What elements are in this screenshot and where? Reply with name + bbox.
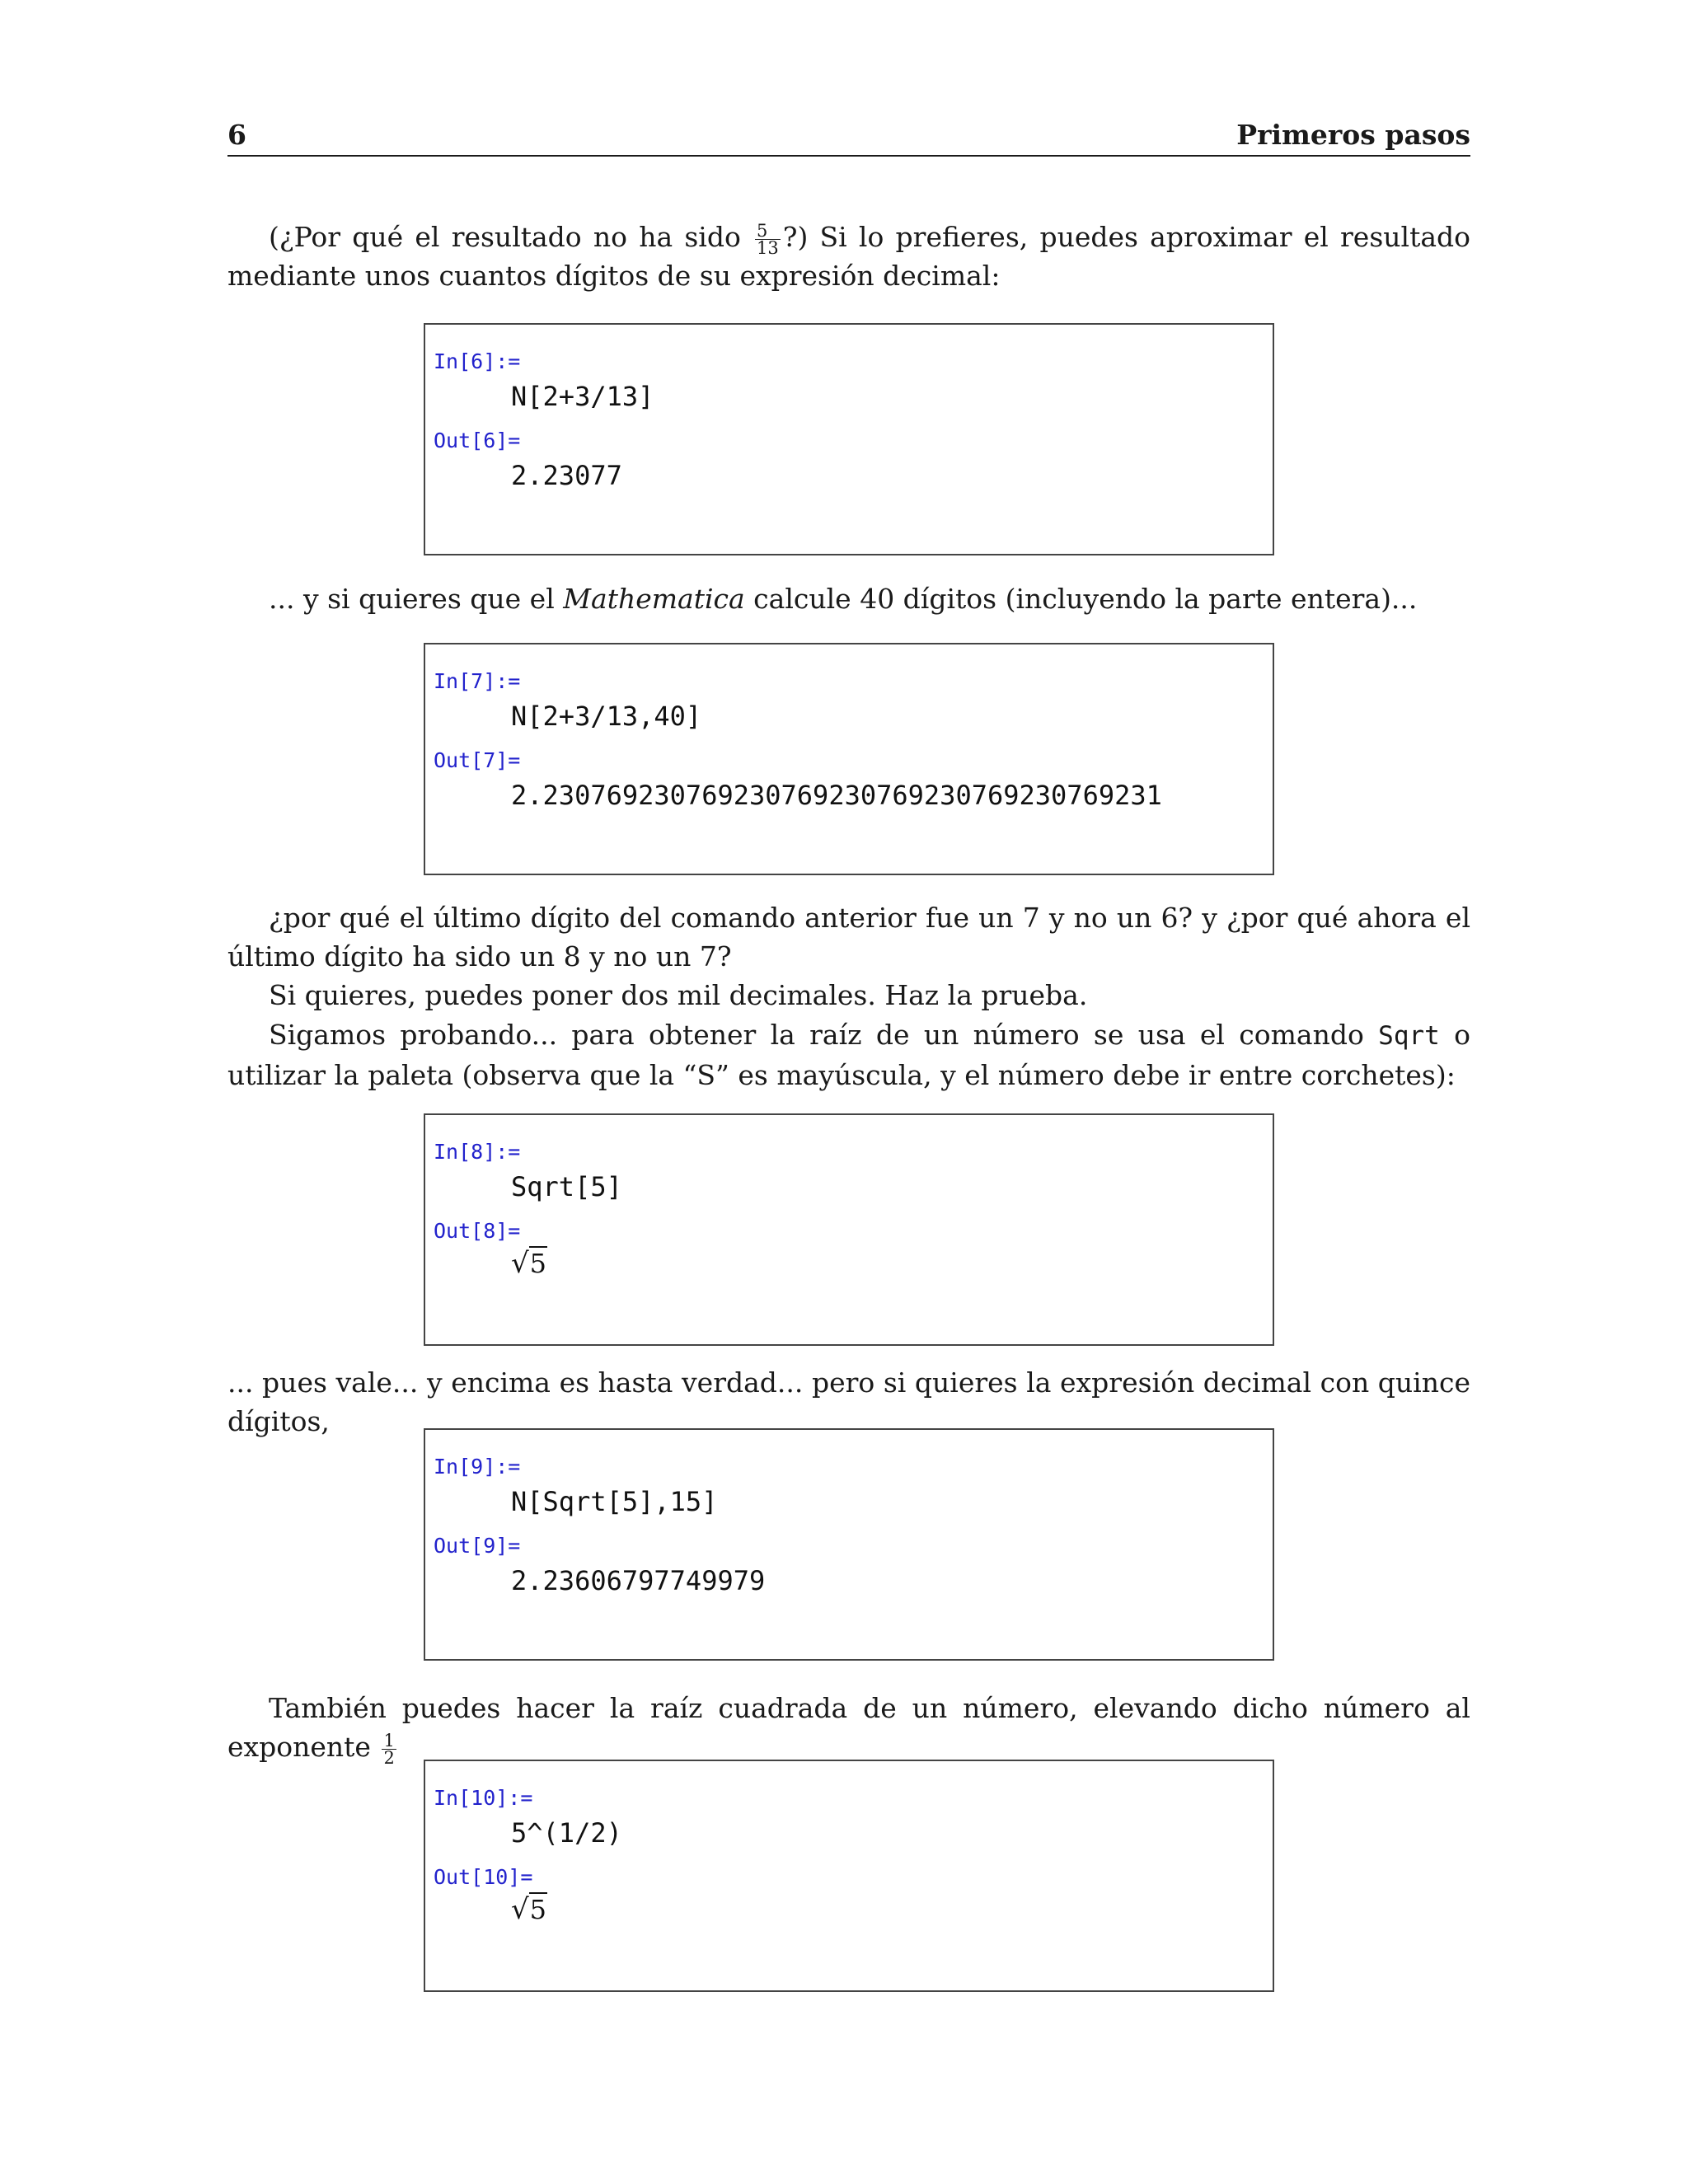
page-number: 6: [227, 119, 246, 151]
output-label: Out[7]=: [434, 748, 521, 772]
sqrt-command-code: Sqrt: [1378, 1021, 1440, 1051]
input-code[interactable]: N[2+3/13]: [511, 381, 654, 412]
page-header: [227, 115, 1470, 157]
output-label: Out[10]=: [434, 1865, 533, 1889]
output-sqrt-expression: √5: [511, 1893, 547, 1926]
input-label: In[7]:=: [434, 669, 521, 693]
output-sqrt-expression: √5: [511, 1247, 547, 1280]
input-code[interactable]: 5^(1/2): [511, 1817, 622, 1849]
paragraph-last-digit-question: ¿por qué el último dígito del comando anterior fue un 7 y no un 6? y ¿por qué ahora el último dígito ha sido un 8 y no un 7?: [227, 902, 1470, 972]
output-value: 2.23606797749979: [511, 1565, 766, 1596]
radical-sign-icon: √: [511, 1247, 529, 1280]
paragraph-exponent-half: También puedes hacer la raíz cuadrada de un número, elevando dicho número al exponente $\frac{1}{2}$: [227, 1692, 1470, 1768]
input-label: In[10]:=: [434, 1786, 533, 1810]
input-label: In[6]:=: [434, 349, 521, 373]
notebook-cell-7[interactable]: [424, 643, 1274, 875]
input-code[interactable]: Sqrt[5]: [511, 1171, 622, 1202]
input-code[interactable]: N[2+3/13,40]: [511, 701, 702, 732]
paragraph-sqrt-command: Sigamos probando... para obtener la raíz de un número se usa el comando Sqrt o utilizar la paleta (observa que la “S” es mayúscula, y el número debe ir entre corchetes):: [227, 1019, 1470, 1091]
input-label: In[9]:=: [434, 1455, 521, 1479]
input-code[interactable]: N[Sqrt[5],15]: [511, 1486, 718, 1517]
paragraph-fifteen-digits: ... pues vale... y encima es hasta verdad... pero si quieres la expresión decimal con quince dígitos,: [227, 1366, 1470, 1437]
fraction-one-half: $\frac{1}{2}$: [383, 1730, 395, 1768]
chapter-title: Primeros pasos: [1236, 119, 1470, 151]
notebook-cell-8[interactable]: [424, 1113, 1274, 1346]
notebook-cell-6[interactable]: [424, 323, 1274, 555]
output-value: 2.23077: [511, 460, 622, 491]
notebook-cell-10[interactable]: [424, 1760, 1274, 1992]
output-label: Out[8]=: [434, 1219, 521, 1243]
input-label: In[8]:=: [434, 1140, 521, 1164]
output-value: 2.230769230769230769230769230769230769231: [511, 780, 1162, 811]
mathematica-name: Mathematica: [563, 583, 745, 615]
output-label: Out[6]=: [434, 429, 521, 452]
output-label: Out[9]=: [434, 1534, 521, 1558]
paragraph-two-thousand: Si quieres, puedes poner dos mil decimales. Haz la prueba.: [269, 979, 1088, 1011]
paragraph-forty-digits: ... y si quieres que el Mathematica calcule 40 dígitos (incluyendo la parte entera)...: [269, 583, 1418, 615]
fraction-five-thirteenths: $\frac{5}{13}$: [757, 220, 779, 258]
paragraph-intro: (¿Por qué el resultado no ha sido $\frac{5}{13}$ ?) Si lo prefieres, puedes aproximar el resultado mediante unos cuantos dígitos de su expresión decimal:: [227, 220, 1470, 292]
radical-sign-icon: √: [511, 1893, 529, 1926]
notebook-cell-9[interactable]: [424, 1428, 1274, 1661]
